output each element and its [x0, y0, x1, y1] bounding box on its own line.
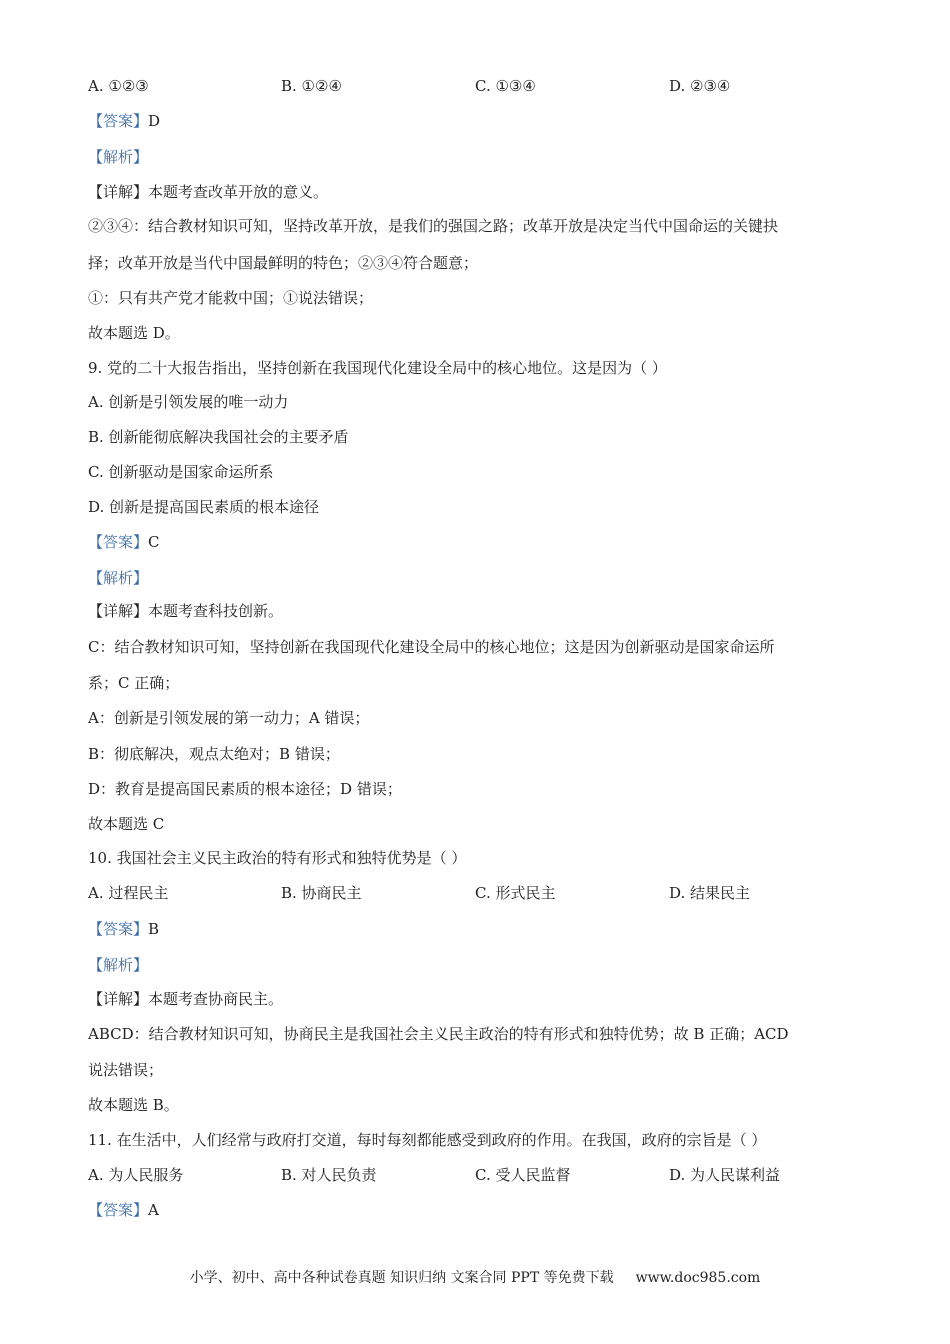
- q9-analysis-tag: 【解析】: [88, 569, 149, 587]
- q8-conclusion: 故本题选 D。: [88, 324, 180, 342]
- answer-tag: 【答案】: [88, 1201, 149, 1219]
- answer-value: A: [148, 1201, 159, 1219]
- answer-tag: 【答案】: [88, 112, 149, 130]
- q9-explain-line: D：教育是提高国民素质的根本途径；D 错误；: [88, 780, 402, 798]
- q9-option-a: A. 创新是引领发展的唯一动力: [88, 393, 289, 411]
- q10-explain-line: 说法错误；: [88, 1061, 164, 1079]
- q8-answer: [88, 111, 160, 131]
- q8-option-b: B. ①②④: [281, 77, 342, 95]
- q11-option-b: B. 对人民负责: [281, 1166, 377, 1184]
- q10-options: [88, 883, 868, 903]
- detail-text: 本题考查科技创新。: [148, 602, 284, 620]
- q11-option-a: A. 为人民服务: [88, 1166, 184, 1184]
- q10-option-c: C. 形式民主: [475, 884, 556, 902]
- answer-tag: 【答案】: [88, 533, 149, 551]
- q9-option-b: B. 创新能彻底解决我国社会的主要矛盾: [88, 428, 349, 446]
- answer-value: D: [148, 112, 161, 130]
- q10-explain-line: ABCD：结合教材知识可知，协商民主是我国社会主义民主政治的特有形式和独特优势；故 B 正确；ACD: [88, 1025, 789, 1043]
- q9-detail: [88, 601, 283, 621]
- q8-analysis-tag: 【解析】: [88, 148, 149, 166]
- q11-stem: 11. 在生活中，人们经常与政府打交道，每时每刻都能感受到政府的作用。在我国，政府的宗旨是（ ）: [88, 1131, 767, 1149]
- answer-tag: 【答案】: [88, 920, 149, 938]
- q9-answer: [88, 532, 160, 552]
- q10-option-b: B. 协商民主: [281, 884, 362, 902]
- q11-options: [88, 1165, 868, 1185]
- q8-explain-line: ①：只有共产党才能救中国；①说法错误；: [88, 289, 374, 307]
- q9-stem: 9. 党的二十大报告指出，坚持创新在我国现代化建设全局中的核心地位。这是因为（ ）: [88, 359, 667, 377]
- q8-option-c: C. ①③④: [475, 77, 536, 95]
- q10-option-d: D. 结果民主: [669, 884, 751, 902]
- detail-tag: 【详解】: [88, 183, 149, 201]
- footer-text: 小学、初中、高中各种试卷真题 知识归纳 文案合同 PPT 等免费下载: [189, 1270, 614, 1286]
- footer-url[interactable]: www.doc985.com: [635, 1270, 761, 1286]
- q11-option-c: C. 受人民监督: [475, 1166, 571, 1184]
- detail-tag: 【详解】: [88, 990, 149, 1008]
- q8-option-d: D. ②③④: [669, 77, 731, 95]
- q8-explain-line: ②③④：结合教材知识可知，坚持改革开放，是我们的强国之路；改革开放是决定当代中国命运的关键抉: [88, 217, 779, 235]
- q10-analysis-tag: 【解析】: [88, 956, 149, 974]
- q8-detail: [88, 182, 328, 202]
- q9-option-d: D. 创新是提高国民素质的根本途径: [88, 498, 320, 516]
- q10-option-a: A. 过程民主: [88, 884, 169, 902]
- q11-option-d: D. 为人民谋利益: [669, 1166, 781, 1184]
- q9-explain-line: A：创新是引领发展的第一动力；A 错误；: [88, 709, 370, 727]
- q10-answer: [88, 919, 159, 939]
- q9-explain-line: C：结合教材知识可知，坚持创新在我国现代化建设全局中的核心地位；这是因为创新驱动是国家命运所: [88, 638, 775, 656]
- q9-explain-line: B：彻底解决，观点太绝对；B 错误；: [88, 745, 340, 763]
- q8-options: [88, 76, 868, 96]
- q10-conclusion: 故本题选 B。: [88, 1096, 179, 1114]
- detail-text: 本题考查协商民主。: [148, 990, 284, 1008]
- q10-stem: 10. 我国社会主义民主政治的特有形式和独特优势是（ ）: [88, 849, 467, 867]
- detail-text: 本题考查改革开放的意义。: [148, 183, 329, 201]
- q9-option-c: C. 创新驱动是国家命运所系: [88, 463, 274, 481]
- q8-option-a: A. ①②③: [88, 77, 149, 95]
- answer-value: B: [148, 920, 160, 938]
- detail-tag: 【详解】: [88, 602, 149, 620]
- answer-value: C: [148, 533, 160, 551]
- q11-answer: [88, 1200, 159, 1220]
- q8-explain-line: 择；改革开放是当代中国最鲜明的特色；②③④符合题意；: [88, 254, 479, 272]
- page-footer: [0, 1268, 950, 1288]
- q9-conclusion: 故本题选 C: [88, 815, 165, 833]
- q9-explain-line: 系；C 正确；: [88, 674, 180, 692]
- q10-detail: [88, 989, 283, 1009]
